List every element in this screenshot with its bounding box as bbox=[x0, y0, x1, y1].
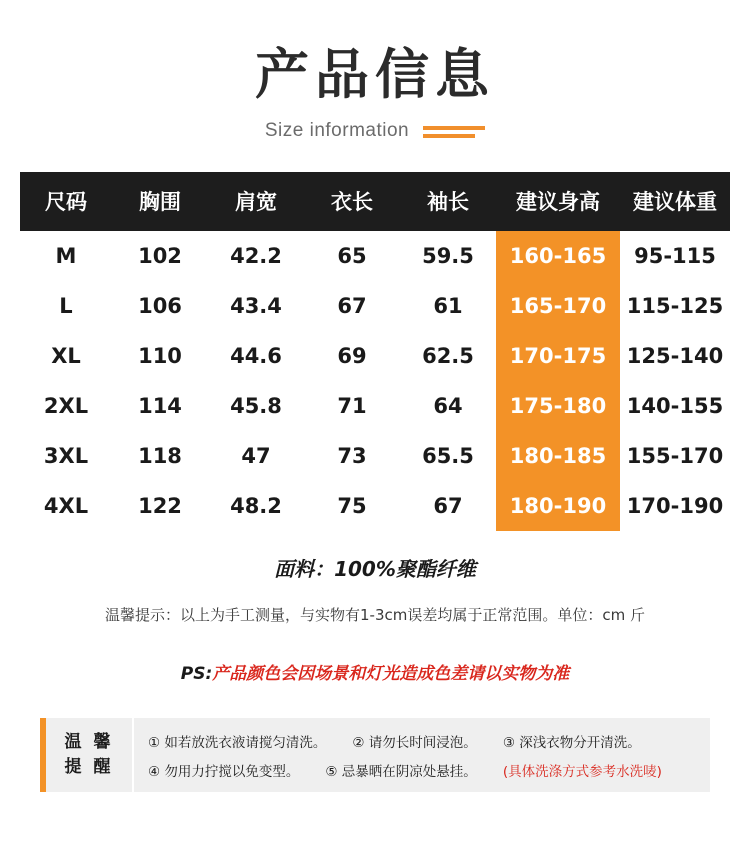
column-header-chest: 胸围 bbox=[112, 172, 208, 231]
cell-size: M bbox=[20, 231, 112, 281]
ps-label: PS: bbox=[180, 664, 213, 685]
cell-length: 75 bbox=[304, 481, 400, 531]
care-badge-line1: 温 馨 bbox=[64, 731, 114, 752]
cell-chest: 122 bbox=[112, 481, 208, 531]
cell-sleeve: 62.5 bbox=[400, 331, 496, 381]
column-header-height: 建议身高 bbox=[496, 172, 620, 231]
column-header-size: 尺码 bbox=[20, 172, 112, 231]
cell-shoulder: 44.6 bbox=[208, 331, 304, 381]
size-table-wrapper bbox=[20, 172, 730, 531]
cell-length: 67 bbox=[304, 281, 400, 331]
cell-length: 69 bbox=[304, 331, 400, 381]
cell-sleeve: 61 bbox=[400, 281, 496, 331]
cell-size: L bbox=[20, 281, 112, 331]
table-header-row bbox=[20, 172, 730, 231]
cell-size: 3XL bbox=[20, 431, 112, 481]
column-header-sleeve: 袖长 bbox=[400, 172, 496, 231]
column-header-shoulder: 肩宽 bbox=[208, 172, 304, 231]
cell-chest: 102 bbox=[112, 231, 208, 281]
care-item-5: ⑤ 忌暴晒在阴凉处悬挂。 bbox=[325, 763, 477, 780]
cell-shoulder: 47 bbox=[208, 431, 304, 481]
care-item-2: ② 请勿长时间浸泡。 bbox=[352, 734, 477, 751]
cell-sleeve: 64 bbox=[400, 381, 496, 431]
cell-sleeve: 67 bbox=[400, 481, 496, 531]
column-header-length: 衣长 bbox=[304, 172, 400, 231]
cell-height: 165-170 bbox=[496, 281, 620, 331]
table-row bbox=[20, 381, 730, 431]
cell-length: 71 bbox=[304, 381, 400, 431]
care-badge-line2: 提 醒 bbox=[64, 757, 114, 778]
page-header bbox=[0, 0, 750, 142]
cell-chest: 110 bbox=[112, 331, 208, 381]
cell-height: 170-175 bbox=[496, 331, 620, 381]
cell-weight: 170-190 bbox=[620, 481, 730, 531]
table-row bbox=[20, 231, 730, 281]
care-row-1 bbox=[148, 731, 710, 751]
table-row bbox=[20, 281, 730, 331]
cell-chest: 106 bbox=[112, 281, 208, 331]
cell-chest: 118 bbox=[112, 431, 208, 481]
care-instructions bbox=[40, 718, 710, 792]
cell-size: 4XL bbox=[20, 481, 112, 531]
cell-weight: 115-125 bbox=[620, 281, 730, 331]
table-row bbox=[20, 331, 730, 381]
cell-weight: 155-170 bbox=[620, 431, 730, 481]
subtitle-accent-bars bbox=[423, 124, 485, 138]
care-item-3: ③ 深浅衣物分开清洗。 bbox=[502, 734, 641, 751]
measurement-tip: 温馨提示：以上为手工测量，与实物有1-3cm误差均属于正常范围。单位：cm 斤 bbox=[105, 606, 645, 625]
cell-weight: 125-140 bbox=[620, 331, 730, 381]
size-table bbox=[20, 172, 730, 531]
cell-height: 175-180 bbox=[496, 381, 620, 431]
cell-sleeve: 59.5 bbox=[400, 231, 496, 281]
subtitle-row bbox=[0, 120, 750, 142]
care-item-1: ① 如若放洗衣液请搅匀清洗。 bbox=[148, 734, 327, 751]
cell-weight: 140-155 bbox=[620, 381, 730, 431]
cell-height: 180-190 bbox=[496, 481, 620, 531]
cell-length: 65 bbox=[304, 231, 400, 281]
cell-chest: 114 bbox=[112, 381, 208, 431]
page-subtitle: Size information bbox=[264, 120, 410, 142]
cell-length: 73 bbox=[304, 431, 400, 481]
cell-shoulder: 48.2 bbox=[208, 481, 304, 531]
cell-height: 180-185 bbox=[496, 431, 620, 481]
column-header-weight: 建议体重 bbox=[620, 172, 730, 231]
cell-weight: 95-115 bbox=[620, 231, 730, 281]
care-item-4: ④ 勿用力拧搅以免变型。 bbox=[148, 763, 300, 780]
care-item-note: (具体洗涤方式参考水洗唛) bbox=[502, 763, 662, 780]
color-disclaimer bbox=[0, 659, 750, 684]
cell-sleeve: 65.5 bbox=[400, 431, 496, 481]
cell-shoulder: 43.4 bbox=[208, 281, 304, 331]
cell-size: XL bbox=[20, 331, 112, 381]
page-title: 产品信息 bbox=[255, 43, 495, 106]
table-row bbox=[20, 431, 730, 481]
care-items bbox=[134, 718, 710, 792]
ps-text: 产品颜色会因场景和灯光造成色差请以实物为准 bbox=[212, 664, 570, 685]
cell-shoulder: 45.8 bbox=[208, 381, 304, 431]
cell-shoulder: 42.2 bbox=[208, 231, 304, 281]
care-badge bbox=[46, 718, 134, 792]
care-row-2 bbox=[148, 760, 710, 780]
fabric-note: 面料：100%聚酯纤维 bbox=[274, 557, 476, 582]
cell-height: 160-165 bbox=[496, 231, 620, 281]
table-row bbox=[20, 481, 730, 531]
cell-size: 2XL bbox=[20, 381, 112, 431]
